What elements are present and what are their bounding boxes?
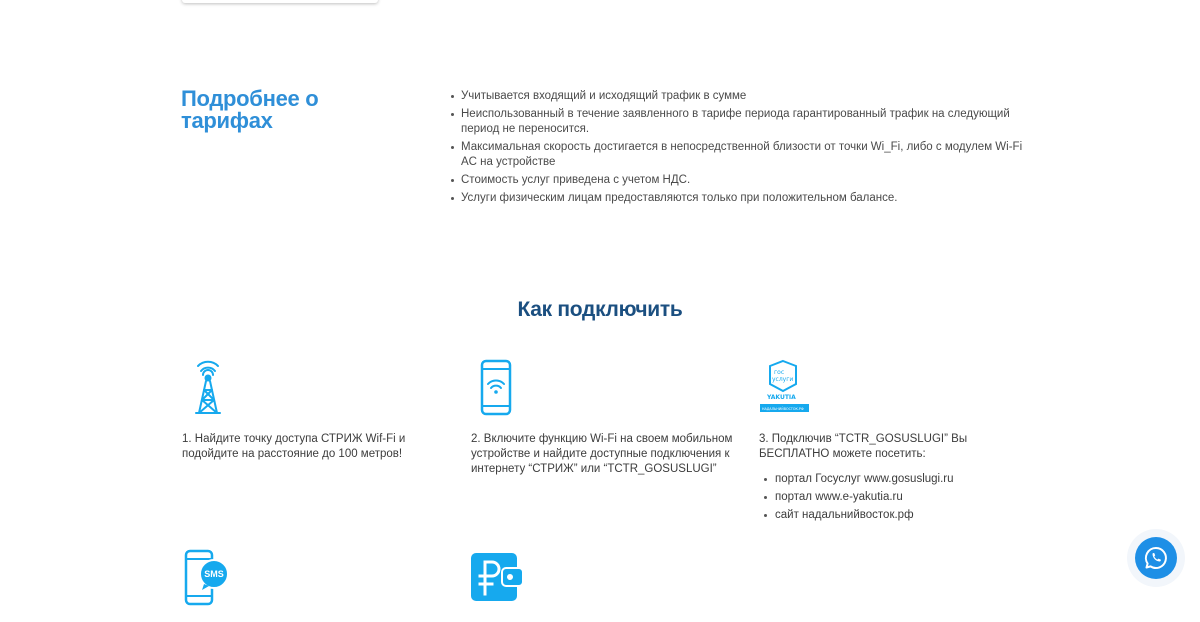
tariff-item: Максимальная скорость достигается в непосредственной близости от точки Wi_Fi, либо с модулем Wi-Fi AC на устройстве xyxy=(461,140,1031,170)
logo-bar: НАДАЛЬНИЙВОСТОК.РФ xyxy=(762,407,804,411)
tariff-item: Услуги физическим лицам предоставляются только при положительном балансе. xyxy=(461,191,1031,206)
sms-label: SMS xyxy=(204,569,224,579)
logo-line1: гос xyxy=(774,369,785,376)
tariffs-title: Подробнее о тарифах xyxy=(181,86,319,133)
sms-phone-icon xyxy=(182,548,234,606)
radio-tower-icon xyxy=(182,358,234,416)
whatsapp-icon xyxy=(1143,545,1169,571)
logo-line2: услуги xyxy=(772,376,794,383)
step-5 xyxy=(470,548,530,608)
step-1-text: 1. Найдите точку доступа СТРИЖ Wif-Fi и подойдите на расстояние до 100 метров! xyxy=(182,433,406,460)
tariff-item: Учитывается входящий и исходящий трафик в сумме xyxy=(461,89,1031,104)
step-2-text: 2. Включите функцию Wi-Fi на своем мобильном устройстве и найдите доступные подключения к интернету “СТРИЖ” или “TCTR_GOSUSLUGI” xyxy=(471,433,733,475)
smartphone-wifi-icon xyxy=(471,358,523,416)
tariff-item: Стоимость услуг приведена с учетом НДС. xyxy=(461,173,1031,188)
whatsapp-button-circle[interactable] xyxy=(1135,537,1177,579)
portal-link-nadalniyvostok[interactable]: сайт надальнийвосток.рф xyxy=(775,508,954,523)
step-1 xyxy=(182,358,432,468)
logo-brand: YAKUTIA xyxy=(767,394,796,401)
connect-title: Как подключить xyxy=(517,298,683,321)
gosuslugi-yakutia-logo xyxy=(759,358,811,416)
step-3 xyxy=(759,358,1019,528)
ruble-wallet-icon xyxy=(470,548,526,606)
portal-link-e-yakutia[interactable]: портал www.e-yakutia.ru xyxy=(775,490,954,505)
tariffs-list xyxy=(447,89,1031,209)
step-4 xyxy=(182,548,242,608)
top-card-edge xyxy=(182,0,378,3)
step-3-links xyxy=(759,472,954,526)
step-2 xyxy=(471,358,741,488)
tariff-item: Неиспользованный в течение заявленного в тарифе периода гарантированный трафик на следующий период не переносится. xyxy=(461,107,1031,137)
portal-link-gosuslugi[interactable]: портал Госуслуг www.gosuslugi.ru xyxy=(775,473,954,485)
whatsapp-chat-button[interactable] xyxy=(1127,529,1185,587)
step-3-text: 3. Подключив “TCTR_GOSUSLUGI” Вы БЕСПЛАТНО можете посетить: xyxy=(759,433,968,460)
